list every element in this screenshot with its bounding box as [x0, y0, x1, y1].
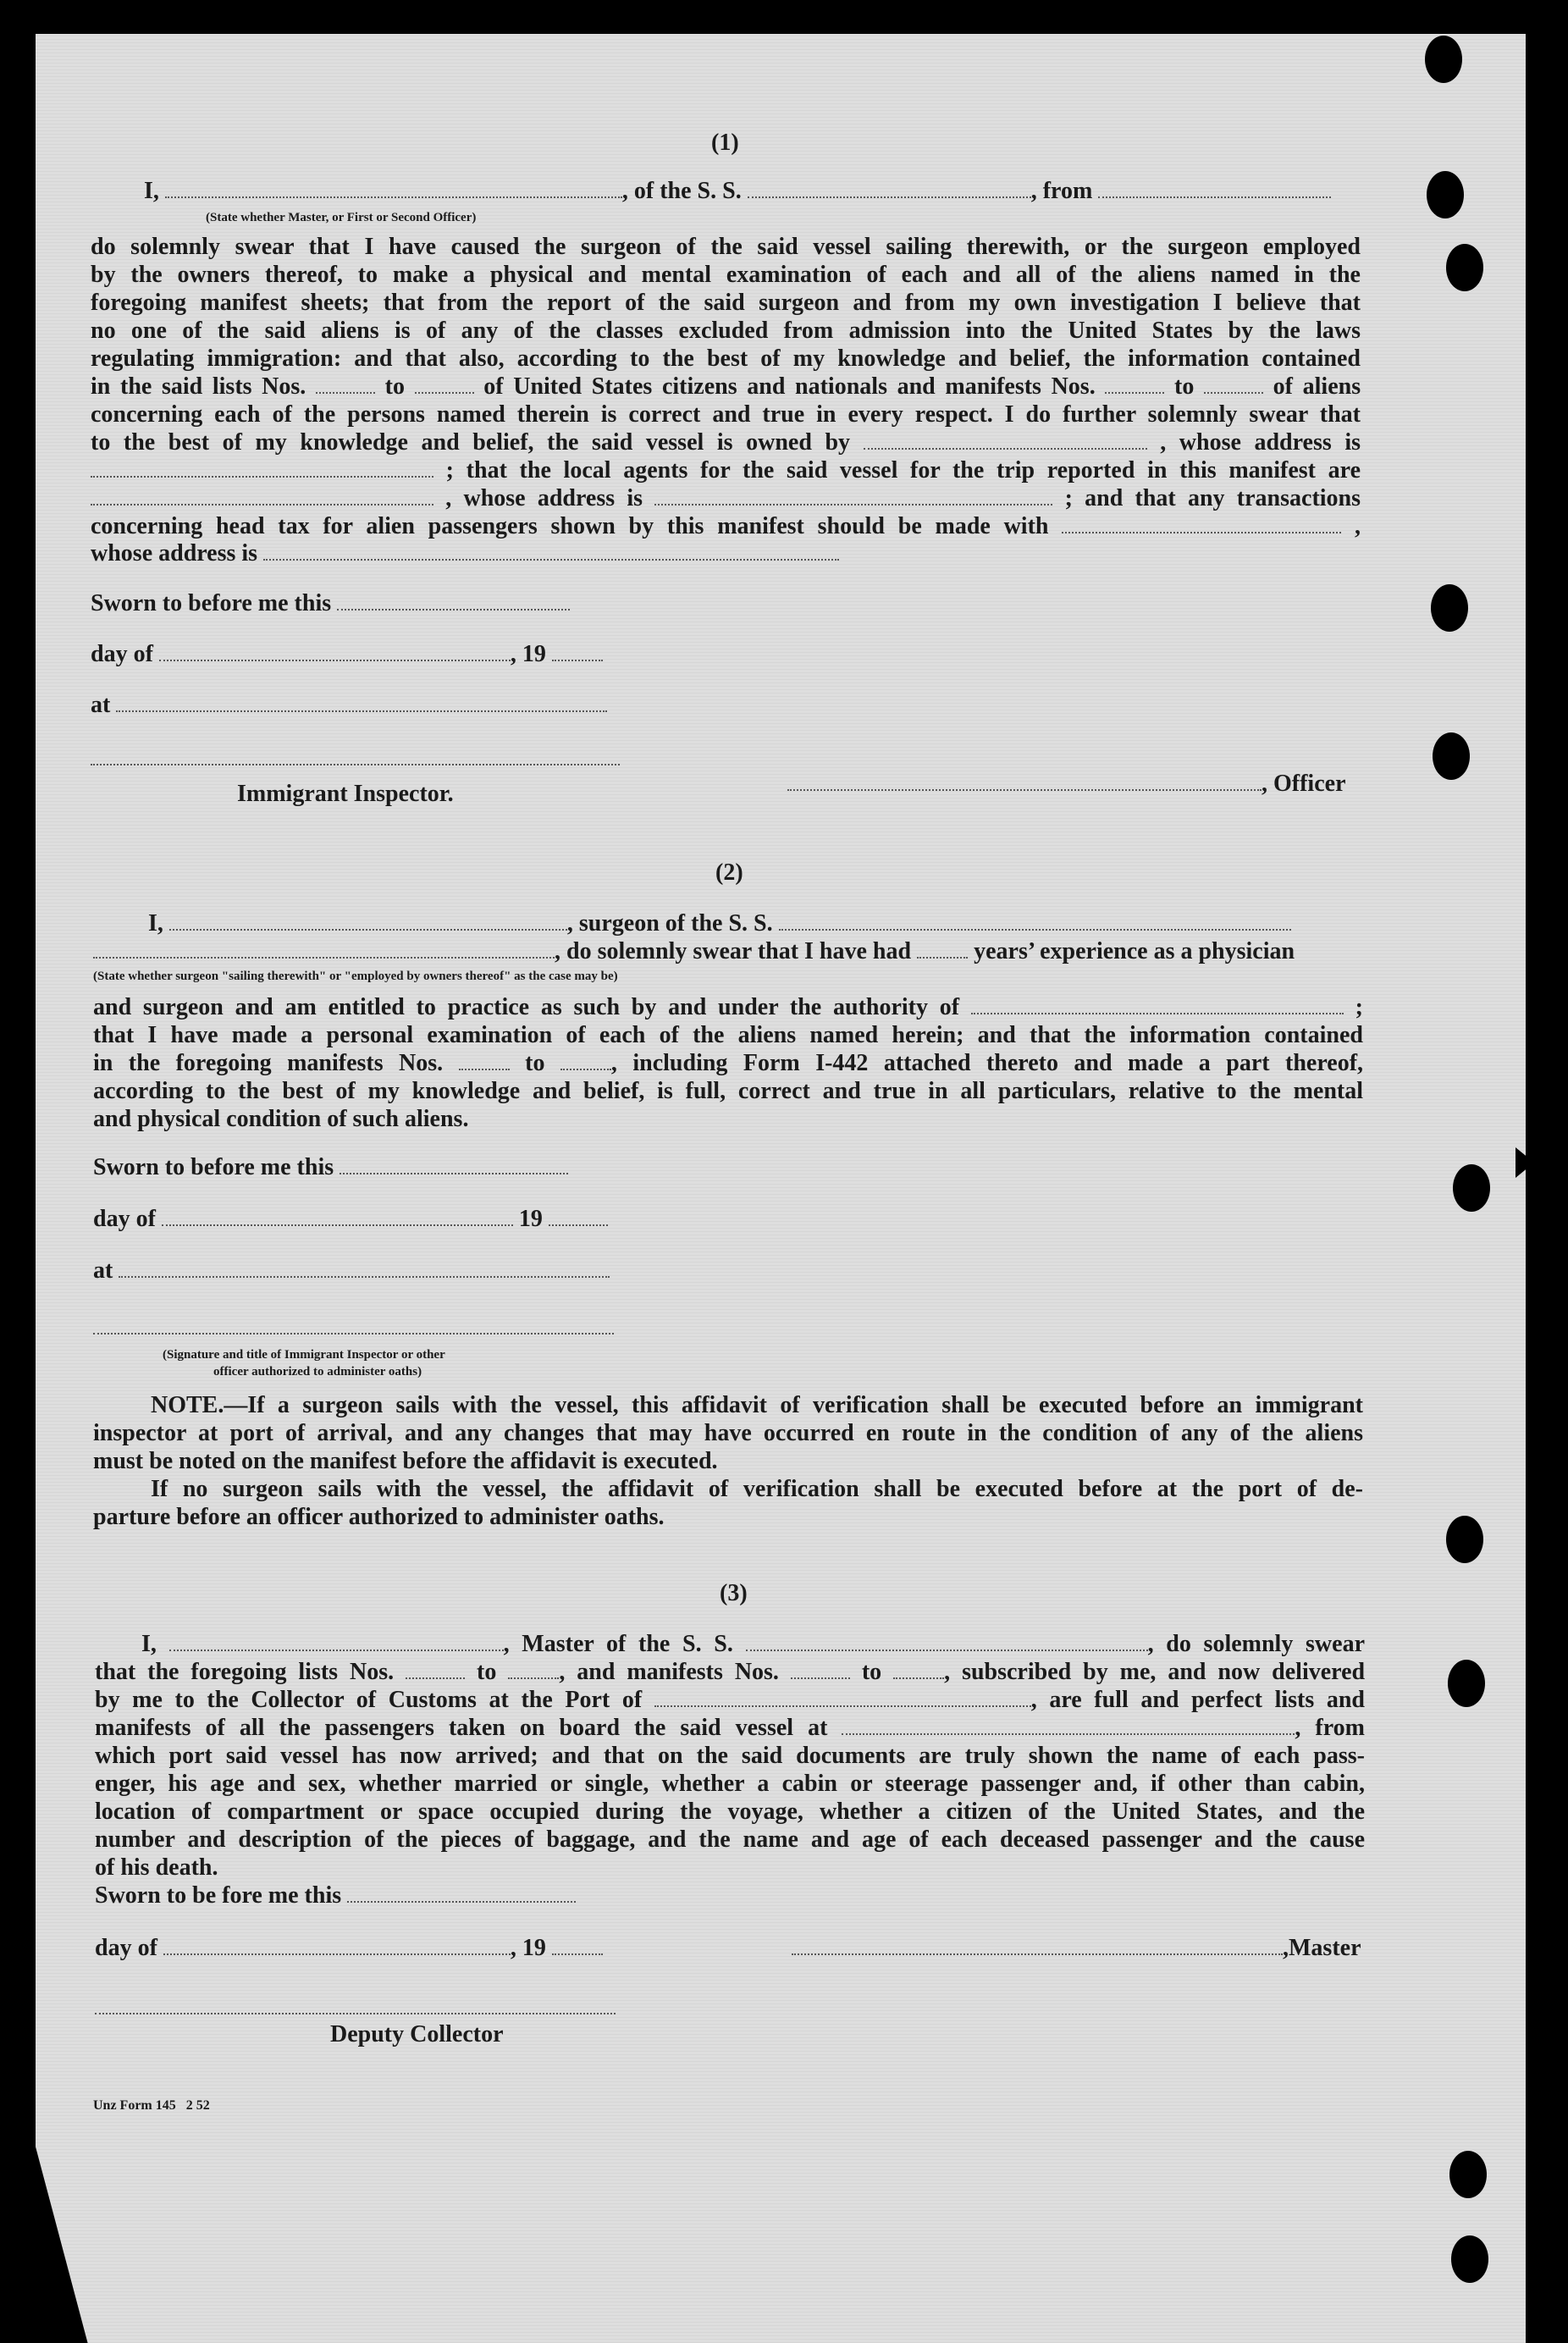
day-of-label: day of	[91, 641, 153, 667]
oath-text-line: no one of the said aliens is of any of the classes excluded from admission into the United States by the laws	[91, 318, 1361, 344]
authority-label: and surgeon and am entitled to practice as such by and under the authority of	[93, 994, 960, 1020]
to-label: to	[477, 1659, 497, 1685]
lists-label: that the foregoing lists Nos.	[95, 1659, 395, 1685]
officer-name-field[interactable]	[165, 196, 622, 198]
to-label: to	[525, 1050, 545, 1076]
years-field[interactable]	[917, 956, 968, 959]
port-label: by me to the Collector of Customs at the Port of	[95, 1687, 643, 1713]
surgeon-oath-body	[93, 993, 1363, 1133]
sworn-label: Sworn to be fore me this	[95, 1882, 342, 1909]
manifest-from-field[interactable]	[459, 1068, 510, 1070]
surgeon-status-note: (State whether surgeon "sailing therewith" or "employed by owners thereof" as the case may be)	[93, 970, 618, 983]
owner-line	[91, 428, 1361, 456]
owner-field[interactable]	[864, 447, 1147, 450]
officer-rank-note: (State whether Master, or First or Second Officer)	[206, 211, 477, 224]
agents-field[interactable]	[91, 503, 433, 506]
day-of-line	[93, 1206, 608, 1233]
pronoun-label: I,	[148, 910, 163, 937]
aliens-label: of aliens	[1273, 373, 1361, 400]
oath-text-line: and physical condition of such aliens.	[93, 1106, 469, 1132]
to-label: to	[861, 1659, 882, 1685]
master-signature-line	[792, 1935, 1361, 1962]
place-field[interactable]	[116, 710, 607, 712]
vessel-name-field[interactable]	[746, 1649, 1148, 1651]
lists-line	[91, 373, 1361, 401]
list-from-field[interactable]	[406, 1677, 465, 1679]
manifest-from-field[interactable]	[1105, 391, 1164, 394]
oath-text-line: by the owners thereof, to make a physical and mental examination of each and all of the aliens named in the	[91, 262, 1361, 288]
signature-note: (Signature and title of Immigrant Inspector or other	[163, 1348, 445, 1362]
oath-text-line: of his death.	[95, 1854, 218, 1881]
agents-label: ; that the local agents for the said vessel for the trip reported in this manifest are	[445, 457, 1361, 484]
to-label: to	[1174, 373, 1195, 400]
oath-text-line: location of compartment or space occupied during the voyage, whether a citizen of the United States, and the	[95, 1799, 1365, 1825]
head-tax-contact-field[interactable]	[1062, 531, 1341, 533]
master-title: ,Master	[1283, 1935, 1361, 1961]
experience-label: years’ experience as a physician	[974, 938, 1295, 964]
sworn-label: Sworn to before me this	[91, 590, 332, 616]
inspector-label: Immigrant Inspector.	[237, 781, 454, 807]
head-tax-address-line	[91, 540, 839, 567]
surgeon-status-field[interactable]	[93, 956, 555, 959]
sworn-date-field[interactable]	[340, 1172, 568, 1174]
section-number: (1)	[711, 130, 739, 156]
at-label: at	[93, 1257, 113, 1284]
from-port-field[interactable]	[1098, 196, 1331, 198]
port-field[interactable]	[654, 1705, 1031, 1707]
to-label: to	[384, 373, 405, 400]
punch-hole	[1425, 36, 1462, 83]
officer-signature-field[interactable]	[787, 788, 1262, 791]
signature-line	[93, 1314, 614, 1341]
form-reference: , including Form I-442 attached thereto and made a part thereof,	[610, 1050, 1364, 1076]
punch-hole	[1453, 1164, 1490, 1212]
oath-text-line: foregoing manifest sheets; that from the report of the said surgeon and from my own investigation I believe that	[91, 290, 1361, 316]
officer-oath-line	[144, 178, 1331, 205]
day-of-label: day of	[93, 1206, 156, 1232]
surgeon-name-field[interactable]	[169, 928, 567, 931]
year-prefix: , 19	[510, 1935, 546, 1961]
oath-text-line: number and description of the pieces of baggage, and the name and age of each deceased passenger and the cause	[95, 1826, 1365, 1853]
experience-line	[93, 938, 1295, 965]
day-of-line	[91, 641, 603, 668]
oath-text-line: regulating immigration: and that also, according to the best of my knowledge and belief, the information contained	[91, 345, 1361, 372]
vessel-label: , of the S. S.	[621, 178, 742, 204]
from-label: , from	[1030, 178, 1093, 204]
year-field[interactable]	[552, 1953, 603, 1955]
owner-address-field[interactable]	[91, 475, 433, 478]
signature-line	[95, 1994, 616, 2021]
from-label: , from	[1295, 1715, 1366, 1741]
inspector-signature-field[interactable]	[93, 1332, 614, 1335]
oath-text-line: that I have made a personal examination of each of the aliens named herein; and that the information contained	[93, 1022, 1363, 1048]
authority-line	[93, 993, 1363, 1021]
list-from-field[interactable]	[316, 391, 375, 394]
punch-hole	[1427, 171, 1464, 218]
vessel-name-field[interactable]	[779, 928, 1291, 931]
form-number: Unz Form 145 2 52	[93, 2098, 210, 2113]
place-field[interactable]	[119, 1275, 610, 1278]
section-number: (3)	[720, 1580, 748, 1606]
sworn-label: Sworn to before me this	[93, 1154, 334, 1180]
deputy-signature-field[interactable]	[95, 2012, 616, 2014]
punch-hole	[1446, 1516, 1483, 1563]
master-name-field[interactable]	[169, 1649, 504, 1651]
sworn-line	[91, 590, 570, 617]
sworn-line	[95, 1882, 1365, 1909]
officer-signature-line	[787, 771, 1346, 798]
master-signature-field[interactable]	[792, 1953, 1283, 1955]
manifests-line	[93, 1049, 1363, 1077]
officer-oath-body	[91, 233, 1361, 540]
transactions-label: ; and that any transactions	[1064, 485, 1361, 511]
surgeon-line	[148, 910, 1291, 937]
list-to-field[interactable]	[415, 391, 474, 394]
punch-hole	[1431, 584, 1468, 632]
head-tax-address-field[interactable]	[263, 558, 839, 561]
at-line	[93, 1257, 610, 1285]
list-to-field[interactable]	[508, 1677, 559, 1679]
note-line: parture before an officer authorized to administer oaths.	[93, 1504, 665, 1530]
oath-text-line: enger, his age and sex, whether married or single, whether a cabin or steerage passenger and, if other than cabin,	[95, 1771, 1365, 1797]
surgeon-note-block	[93, 1391, 1363, 1531]
month-field[interactable]	[162, 1224, 513, 1226]
month-field[interactable]	[163, 1953, 511, 1955]
agent-address-field[interactable]	[654, 503, 1052, 506]
page-fold-mark	[1516, 1147, 1534, 1178]
delivered-label: , subscribed by me, and now delivered	[944, 1659, 1366, 1685]
manifests-label: in the foregoing manifests Nos.	[93, 1050, 444, 1076]
day-of-line	[95, 1935, 603, 1962]
swear-label: , do solemnly swear	[1147, 1631, 1366, 1657]
oath-text-line: concerning each of the persons named therein is correct and true in every respect. I do further solemnly swear that	[91, 401, 1361, 428]
punch-hole	[1446, 244, 1483, 291]
month-field[interactable]	[159, 659, 511, 661]
head-tax-line	[91, 512, 1361, 540]
year-prefix: 19	[518, 1206, 543, 1232]
port-line	[95, 1686, 1365, 1714]
day-of-label: day of	[95, 1935, 157, 1961]
deputy-collector-label: Deputy Collector	[330, 2021, 504, 2047]
agent-address-line	[91, 484, 1361, 512]
note-line: NOTE.—If a surgeon sails with the vessel, this affidavit of verification shall be executed before an immigrant	[151, 1392, 1363, 1418]
master-oath-body	[95, 1630, 1365, 1909]
address-label: whose address is	[91, 540, 258, 566]
note-line: If no surgeon sails with the vessel, the affidavit of verification shall be executed before at the port of de-	[151, 1476, 1363, 1502]
comma: ,	[1355, 513, 1361, 539]
punch-hole	[1451, 2235, 1488, 2283]
year-prefix: , 19	[510, 641, 546, 667]
sworn-line	[93, 1154, 568, 1181]
sworn-date-field[interactable]	[347, 1900, 576, 1903]
punch-hole	[1448, 1660, 1485, 1707]
signature-line	[91, 745, 620, 772]
manifest-to-field[interactable]	[560, 1068, 611, 1070]
address-label: , whose address is	[445, 485, 643, 511]
punch-hole	[1433, 732, 1470, 780]
oath-text-line: which port said vessel has now arrived; and that on the said documents are truly shown the name of each pass-	[95, 1743, 1365, 1769]
master-line	[95, 1630, 1365, 1658]
head-tax-label: concerning head tax for alien passengers shown by this manifest should be made with	[91, 513, 1049, 539]
surgeon-label: , surgeon of the S. S.	[566, 910, 773, 937]
address-label: , whose address is	[1160, 429, 1361, 456]
at-line	[91, 692, 607, 719]
sworn-date-field[interactable]	[337, 608, 570, 611]
manifest-from-field[interactable]	[791, 1677, 850, 1679]
oath-text-line: do solemnly swear that I have caused the surgeon of the said vessel sailing therewith, or the surgeon employed	[91, 234, 1361, 260]
officer-label: , Officer	[1262, 771, 1346, 797]
agents-line	[91, 456, 1361, 484]
vessel-name-field[interactable]	[748, 196, 1031, 198]
section-number: (2)	[715, 859, 743, 886]
boarding-port-field[interactable]	[842, 1732, 1295, 1735]
boarding-line	[95, 1714, 1365, 1742]
manifest-to-field[interactable]	[1204, 391, 1263, 394]
manifests-label: , and manifests Nos.	[559, 1659, 779, 1685]
manifest-to-field[interactable]	[893, 1677, 944, 1679]
owned-by-label: to the best of my knowledge and belief, the said vessel is owned by	[91, 429, 851, 456]
master-label: , Master of the S. S.	[503, 1631, 733, 1657]
note-line: inspector at port of arrival, and any changes that may have occurred en route in the condition of any of the aliens	[93, 1420, 1363, 1446]
authority-field[interactable]	[971, 1012, 1344, 1014]
lists-label: in the said lists Nos.	[91, 373, 306, 400]
boarding-label: manifests of all the passengers taken on board the said vessel at	[95, 1715, 828, 1741]
semicolon: ;	[1355, 994, 1363, 1020]
lists-complete-label: , are full and perfect lists and	[1030, 1687, 1365, 1713]
year-field[interactable]	[549, 1224, 608, 1226]
pronoun-label: I,	[144, 178, 159, 204]
lists-line	[95, 1658, 1365, 1686]
manifests-label: of United States citizens and nationals and manifests Nos.	[483, 373, 1096, 400]
year-field[interactable]	[552, 659, 603, 661]
note-line: must be noted on the manifest before the affidavit is executed.	[93, 1448, 718, 1474]
inspector-signature-field[interactable]	[91, 763, 620, 765]
solemnly-label: , do solemnly swear that I have had	[555, 938, 912, 964]
at-label: at	[91, 692, 111, 718]
pronoun-label: I,	[141, 1631, 157, 1657]
punch-hole	[1449, 2151, 1487, 2198]
oath-text-line: according to the best of my knowledge and belief, is full, correct and true in all particulars, relative to the mental	[93, 1078, 1363, 1104]
signature-note: officer authorized to administer oaths)	[213, 1365, 422, 1379]
